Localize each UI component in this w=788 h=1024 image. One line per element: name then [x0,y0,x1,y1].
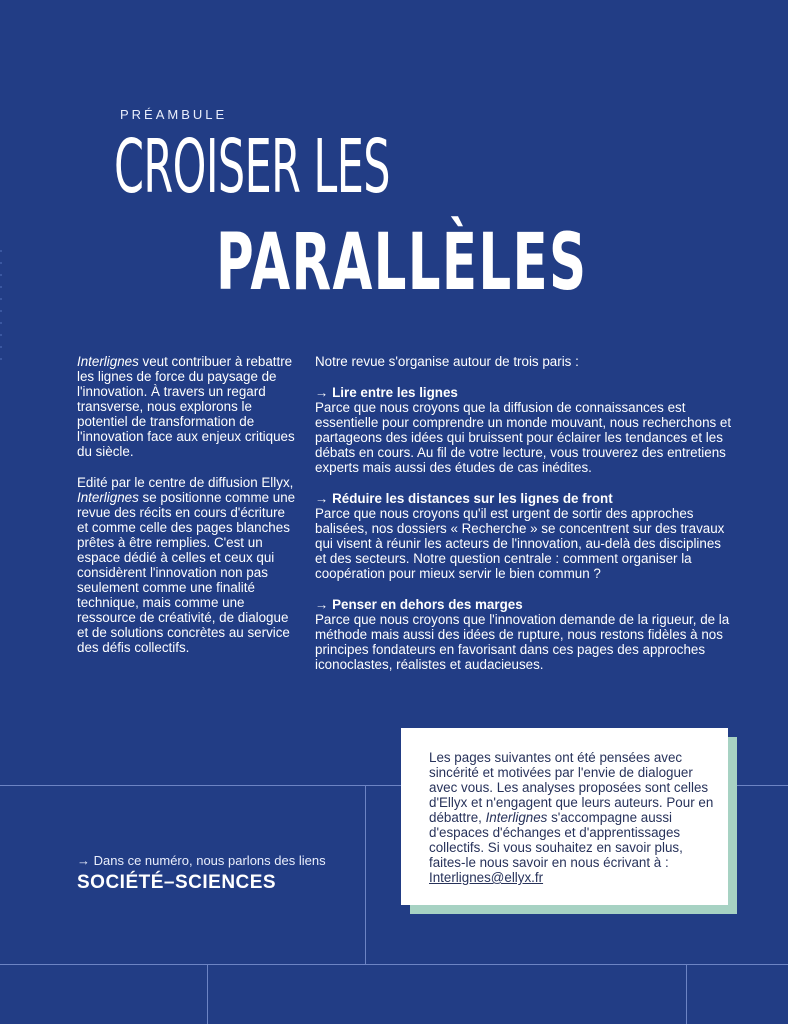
bet-heading: → Lire entre les lignes [315,385,458,400]
bet-item [315,597,735,672]
bet-heading: → Réduire les distances sur les lignes de front [315,491,613,506]
left-column [77,354,297,671]
journal-name: Interlignes [77,490,139,505]
info-text-a: Les pages suivantes ont été pensées avec sincérité et motivées par l'envie de dialoguer avec vous. Les analyses proposées sont celles d'Ellyx et n'engagent que leurs auteurs. Pour en débattre, [429,750,714,825]
grid-line [0,964,788,965]
bets-intro: Notre revue s'organise autour de trois paris : [315,354,579,369]
section-kicker: PRÉAMBULE [120,107,228,122]
bet-item [315,491,735,581]
journal-name: Interlignes [77,354,139,369]
page-title-line-2: PARALLÈLES [216,218,588,308]
bet-text: Parce que nous croyons qu'il est urgent de sortir des approches balisées, nos dossiers « Recherche » se concentrent sur des travaux qui visent à réunir les acteurs de l'innovation, au-delà des disciplines et des secteurs. Notre question centrale : comment organiser la coopération pour mieux servir le bien commun ? [315,506,725,581]
contact-email-link[interactable]: Interlignes@ellyx.fr [429,870,544,885]
info-box-text [429,750,714,885]
issue-note: → Dans ce numéro, nous parlons des liens [77,853,326,868]
journal-name: Interlignes [485,810,548,825]
page-title-line-1: CROISER LES [114,124,390,210]
publisher-text-a: Edité par le centre de diffusion Ellyx, [77,475,294,490]
publisher-text-b: se positionne comme une revue des récits en cours d'écriture et comme celle des pages blanches prêtes à être remplies. C'est un espace dédié à celles et ceux qui considèrent l'innovation non pas seulement comme une finalité technique, mais comme une ressource de créativité, de dialogue et de solutions concrètes au service des défis collectifs. [77,490,296,655]
grid-line [365,785,366,964]
grid-line [686,964,687,1024]
grid-line [207,964,208,1024]
info-text-b: s'accompagne aussi d'espaces d'échanges et d'apprentissages collectifs. Si vous souhaitez en savoir plus, faites-le nous savoir en nous écrivant à : [429,810,683,870]
issue-topic: SOCIÉTÉ–SCIENCES [77,872,277,893]
margin-tick-marks [0,250,2,370]
bet-text: Parce que nous croyons que la diffusion de connaissances est essentielle pour comprendre un monde mouvant, nous recherchons et partageons des idées qui bruissent pour éclairer les tendances et les débats en cours. Au fil de votre lecture, vous trouverez des entretiens experts mais aussi des études de cas inédites. [315,400,732,475]
info-box [401,728,728,905]
bet-heading: → Penser en dehors des marges [315,597,523,612]
intro-paragraph [77,354,297,459]
intro-text: veut contribuer à rebattre les lignes de force du paysage de l'innovation. À travers un regard transverse, nous explorons le potentiel de transformation de l'innovation face aux enjeux critiques du siècle. [77,354,295,459]
publisher-paragraph [77,475,297,655]
bet-item [315,385,735,475]
right-column [315,354,735,688]
bet-text: Parce que nous croyons que l'innovation demande de la rigueur, de la méthode mais aussi des idées de rupture, nous restons fidèles à nos principes fondateurs en favorisant dans ces pages des approches iconoclastes, réalistes et audacieuses. [315,612,730,672]
